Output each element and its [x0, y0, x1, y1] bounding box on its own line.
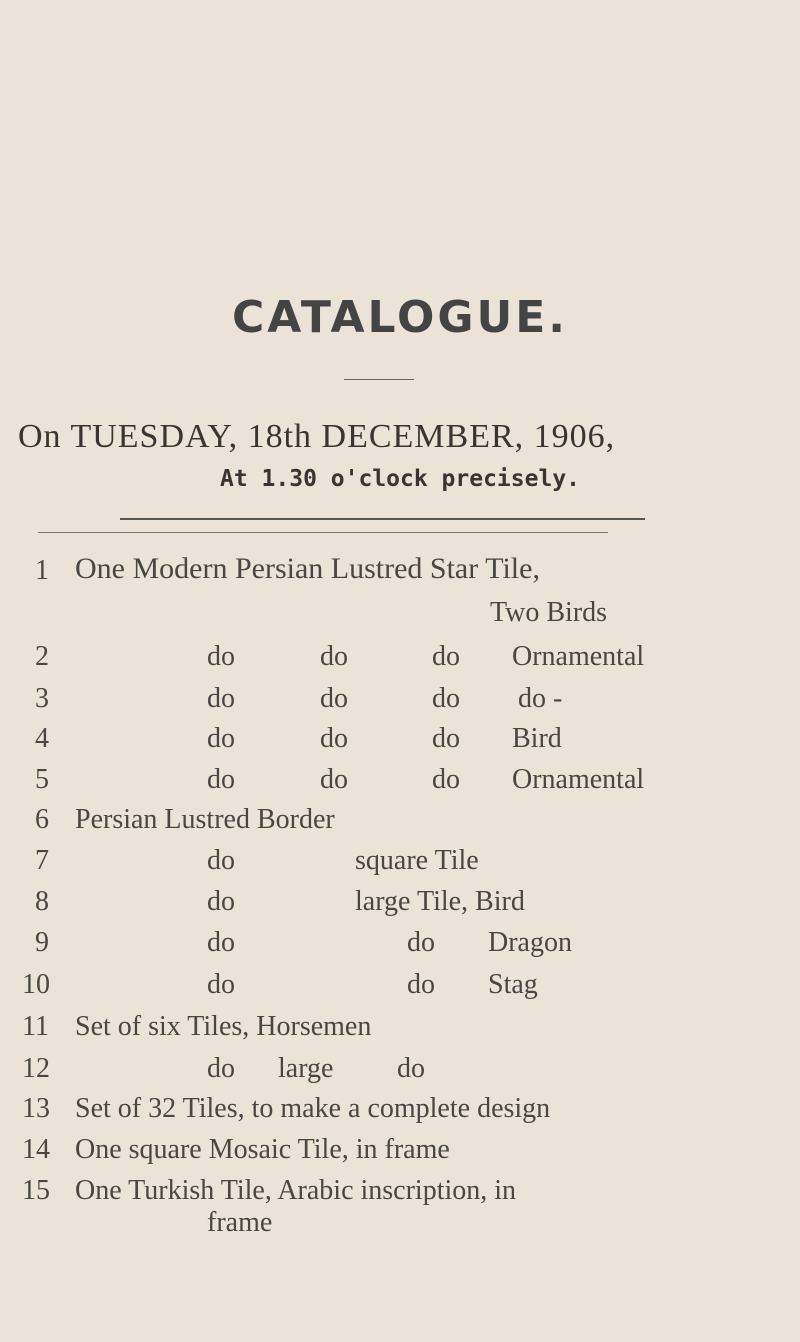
lot-cell: Ornamental	[512, 764, 645, 795]
lot-cell: do	[432, 723, 460, 754]
lot-cell: do	[320, 764, 348, 795]
lot-cell: do	[407, 927, 435, 958]
lot-number: 13	[22, 1093, 50, 1124]
title-underline	[344, 379, 414, 380]
lot-number: 14	[22, 1134, 50, 1165]
lot-cell: do	[207, 683, 235, 714]
lot-description: One Turkish Tile, Arabic inscription, in	[75, 1175, 517, 1206]
lot-cell: do -	[518, 683, 563, 714]
lot-cell: large	[278, 1053, 334, 1084]
lot-number: 8	[35, 886, 49, 917]
lot-cell: do	[207, 886, 235, 917]
lot-cell: do	[207, 927, 235, 958]
divider-thin	[38, 532, 608, 533]
lot-description: Set of 32 Tiles, to make a complete design	[75, 1093, 551, 1124]
lot-number: 7	[35, 845, 49, 876]
lot-number: 2	[35, 641, 49, 672]
lot-cell: do	[397, 1053, 425, 1084]
lot-cell: Bird	[512, 723, 562, 754]
lot-cell: do	[207, 723, 235, 754]
lot-cell: do	[320, 723, 348, 754]
lot-description: One square Mosaic Tile, in frame	[75, 1134, 450, 1165]
divider-thick	[120, 518, 645, 520]
lot-description-cont: Two Birds	[490, 597, 608, 628]
lot-cell: do	[432, 764, 460, 795]
lot-cell: square Tile	[355, 845, 479, 876]
sale-date: On TUESDAY, 18th DECEMBER, 1906,	[18, 418, 616, 455]
lot-number: 1	[35, 555, 49, 586]
lot-cell: do	[207, 1053, 235, 1084]
lot-number: 10	[22, 969, 50, 1000]
lot-number: 15	[22, 1175, 50, 1206]
lot-number: 11	[22, 1011, 49, 1042]
lot-number: 3	[35, 683, 49, 714]
lot-cell: do	[432, 641, 460, 672]
lot-cell: do	[320, 641, 348, 672]
lot-cell: do	[407, 969, 435, 1000]
lot-cell: do	[207, 764, 235, 795]
lot-description-cont: frame	[207, 1207, 273, 1238]
sale-time: At 1.30 o'clock precisely.	[219, 466, 581, 492]
lot-number: 9	[35, 927, 49, 958]
lot-cell: large Tile, Bird	[355, 886, 525, 917]
lot-cell: do	[207, 969, 235, 1000]
lot-cell: do	[207, 845, 235, 876]
lot-description: Set of six Tiles, Horsemen	[75, 1011, 372, 1042]
lot-description: One Modern Persian Lustred Star Tile,	[75, 552, 540, 585]
lot-cell: do	[432, 683, 460, 714]
lot-number: 5	[35, 764, 49, 795]
lot-description: Persian Lustred Border	[75, 804, 335, 835]
lot-cell: do	[320, 683, 348, 714]
lot-cell: do	[207, 641, 235, 672]
catalogue-title: CATALOGUE.	[231, 292, 569, 343]
lot-number: 4	[35, 723, 49, 754]
lot-number: 12	[22, 1053, 50, 1084]
lot-cell: Ornamental	[512, 641, 645, 672]
lot-cell: Dragon	[488, 927, 572, 958]
lot-number: 6	[35, 804, 49, 835]
lot-cell: Stag	[488, 969, 538, 1000]
